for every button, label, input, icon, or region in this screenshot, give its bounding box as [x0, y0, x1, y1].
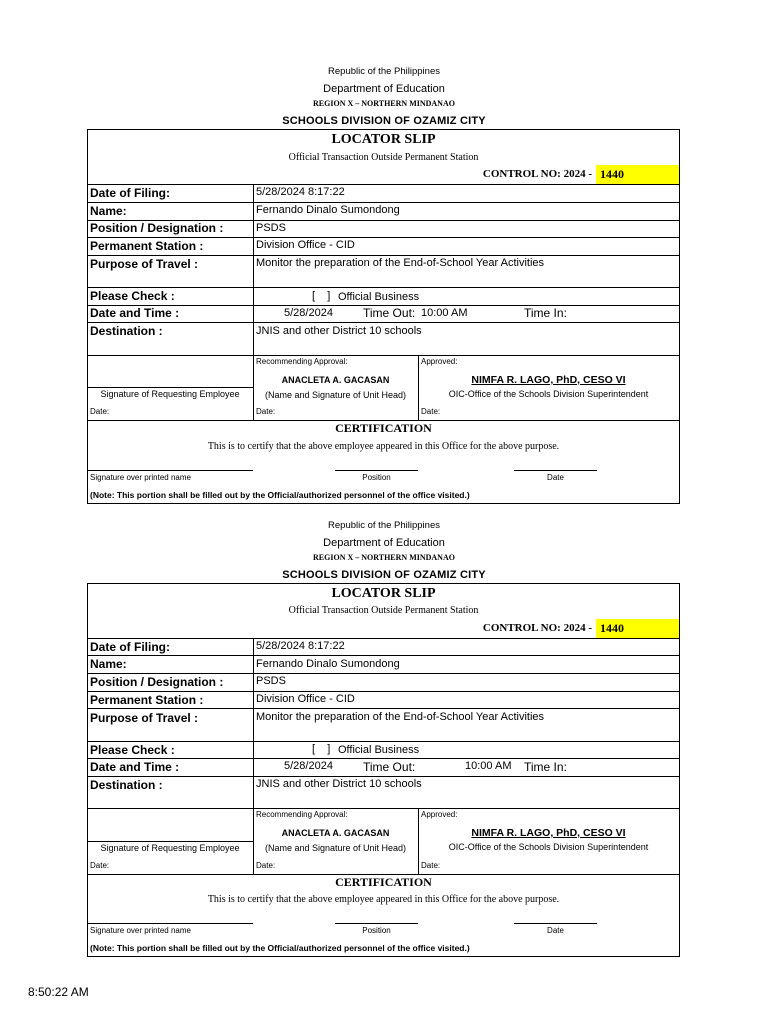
- value-name: Fernando Dinalo Sumondong: [256, 658, 400, 670]
- date-label: Date:: [421, 861, 441, 870]
- print-timestamp: 8:50:22 AM: [28, 985, 89, 999]
- header-department: Department of Education: [323, 537, 445, 549]
- header-republic: Republic of the Philippines: [328, 520, 440, 531]
- row-line: [87, 255, 680, 256]
- recommending-name: ANACLETA A. GACASAN: [281, 828, 390, 838]
- row-line: [87, 758, 680, 759]
- date-label: Date:: [256, 407, 276, 416]
- row-line: [87, 655, 680, 656]
- row-line: [87, 202, 680, 203]
- date-caption: Date: [547, 926, 564, 935]
- header-division: SCHOOLS DIVISION OF OZAMIZ CITY: [282, 569, 486, 581]
- row-line: [87, 708, 680, 709]
- value-date-of-filing: 5/28/2024 8:17:22: [256, 186, 345, 198]
- value-purpose: Monitor the preparation of the End-of-School Year Activities: [256, 257, 545, 269]
- label-position: Position / Designation :: [90, 675, 224, 689]
- certification-text: This is to certify that the above employee appeared in this Office for the above purpose.: [207, 894, 560, 905]
- label-date-of-filing: Date of Filing:: [90, 186, 170, 200]
- label-date-time: Date and Time :: [90, 760, 180, 774]
- requesting-caption: Signature of Requesting Employee: [100, 843, 240, 853]
- value-name: Fernando Dinalo Sumondong: [256, 204, 400, 216]
- label-please-check: Please Check :: [90, 743, 175, 757]
- sig-caption: Signature over printed name: [90, 473, 191, 482]
- row-line: [87, 841, 253, 842]
- header-division: SCHOOLS DIVISION OF OZAMIZ CITY: [282, 115, 486, 127]
- sig-caption: Signature over printed name: [90, 926, 191, 935]
- form-title: LOCATOR SLIP: [331, 132, 436, 147]
- label-destination: Destination :: [90, 324, 163, 338]
- value-position: PSDS: [256, 222, 286, 234]
- label-station: Permanent Station :: [90, 693, 204, 707]
- label-time-in: Time In:: [524, 760, 567, 774]
- approved-caption: OIC-Office of the Schools Division Superintendent: [448, 842, 649, 852]
- label-position: Position / Designation :: [90, 221, 224, 235]
- recommending-caption: (Name and Signature of Unit Head): [264, 390, 407, 400]
- label-destination: Destination :: [90, 778, 163, 792]
- label-date-time: Date and Time :: [90, 306, 180, 320]
- date-label: Date:: [421, 407, 441, 416]
- certification-title: CERTIFICATION: [335, 421, 432, 435]
- value-destination: JNIS and other District 10 schools: [256, 778, 422, 790]
- date-line: [514, 923, 597, 924]
- row-line: [87, 673, 680, 674]
- date-label: Date:: [90, 407, 110, 416]
- value-date: 5/28/2024: [284, 307, 333, 319]
- row-line: [87, 691, 680, 692]
- date-line: [514, 470, 597, 471]
- position-line: [335, 470, 418, 471]
- position-line: [335, 923, 418, 924]
- official-business-label: Official Business: [338, 291, 420, 303]
- label-please-check: Please Check :: [90, 289, 175, 303]
- border-top: [87, 583, 680, 584]
- row-line: [87, 808, 680, 809]
- approved-name: NIMFA R. LAGO, PhD, CESO VI: [471, 374, 626, 386]
- border-bottom: [87, 503, 680, 504]
- signature-line: [88, 470, 253, 471]
- recommending-approval-label: Recommending Approval:: [256, 810, 348, 819]
- value-date: 5/28/2024: [284, 760, 333, 772]
- label-name: Name:: [90, 204, 127, 218]
- form-subtitle: Official Transaction Outside Permanent Station: [288, 152, 479, 163]
- value-station: Division Office - CID: [256, 693, 355, 705]
- form-subtitle: Official Transaction Outside Permanent Station: [288, 605, 479, 616]
- control-label: CONTROL NO: 2024 -: [482, 622, 592, 634]
- row-line: [87, 184, 680, 185]
- value-date-of-filing: 5/28/2024 8:17:22: [256, 640, 345, 652]
- position-caption: Position: [362, 926, 391, 935]
- approved-name: NIMFA R. LAGO, PhD, CESO VI: [471, 827, 626, 839]
- date-caption: Date: [547, 473, 564, 482]
- control-number: 1440: [596, 165, 679, 184]
- row-line: [87, 237, 680, 238]
- recommending-name: ANACLETA A. GACASAN: [281, 375, 390, 385]
- column-divider: [253, 638, 254, 874]
- certification-title: CERTIFICATION: [335, 875, 432, 889]
- border-bottom: [87, 956, 680, 957]
- row-line: [87, 776, 680, 777]
- label-date-of-filing: Date of Filing:: [90, 640, 170, 654]
- label-time-out: Time Out:: [363, 760, 416, 774]
- approved-label: Approved:: [421, 357, 458, 366]
- row-line: [87, 387, 253, 388]
- label-name: Name:: [90, 657, 127, 671]
- certification-note: (Note: This portion shall be filled out by the Official/authorized personnel of the office visited.): [90, 490, 470, 500]
- row-line: [87, 638, 680, 639]
- certification-note: (Note: This portion shall be filled out by the Official/authorized personnel of the office visited.): [90, 943, 470, 953]
- label-time-in: Time In:: [524, 306, 567, 320]
- date-label: Date:: [90, 861, 110, 870]
- header-republic: Republic of the Philippines: [328, 66, 440, 77]
- approved-caption: OIC-Office of the Schools Division Superintendent: [448, 389, 649, 399]
- requesting-caption: Signature of Requesting Employee: [100, 389, 240, 399]
- date-label: Date:: [256, 861, 276, 870]
- label-time-out: Time Out:: [363, 306, 416, 320]
- value-time-out: 10:00 AM: [421, 307, 468, 319]
- value-destination: JNIS and other District 10 schools: [256, 325, 422, 337]
- border-top: [87, 129, 680, 130]
- official-business-label: Official Business: [338, 744, 420, 756]
- control-number: 1440: [596, 619, 679, 638]
- header-region: REGION X – NORTHERN MINDANAO: [313, 553, 455, 562]
- value-purpose: Monitor the preparation of the End-of-School Year Activities: [256, 711, 545, 723]
- value-position: PSDS: [256, 675, 286, 687]
- column-divider: [418, 355, 419, 420]
- recommending-caption: (Name and Signature of Unit Head): [264, 843, 407, 853]
- certification-text: This is to certify that the above employee appeared in this Office for the above purpose.: [207, 441, 560, 452]
- recommending-approval-label: Recommending Approval:: [256, 357, 348, 366]
- control-label: CONTROL NO: 2024 -: [482, 168, 592, 180]
- official-business-checkbox[interactable]: [ ]: [312, 290, 331, 302]
- official-business-checkbox[interactable]: [ ]: [312, 743, 331, 755]
- header-region: REGION X – NORTHERN MINDANAO: [313, 99, 455, 108]
- approved-label: Approved:: [421, 810, 458, 819]
- signature-line: [88, 923, 253, 924]
- header-department: Department of Education: [323, 83, 445, 95]
- row-line: [87, 741, 680, 742]
- form-title: LOCATOR SLIP: [331, 586, 436, 601]
- row-line: [87, 287, 680, 288]
- label-purpose: Purpose of Travel :: [90, 711, 199, 725]
- label-purpose: Purpose of Travel :: [90, 257, 199, 271]
- position-caption: Position: [362, 473, 391, 482]
- value-station: Division Office - CID: [256, 239, 355, 251]
- row-line: [87, 322, 680, 323]
- label-station: Permanent Station :: [90, 239, 204, 253]
- column-divider: [418, 808, 419, 874]
- row-line: [87, 355, 680, 356]
- value-time-out: 10:00 AM: [465, 760, 512, 772]
